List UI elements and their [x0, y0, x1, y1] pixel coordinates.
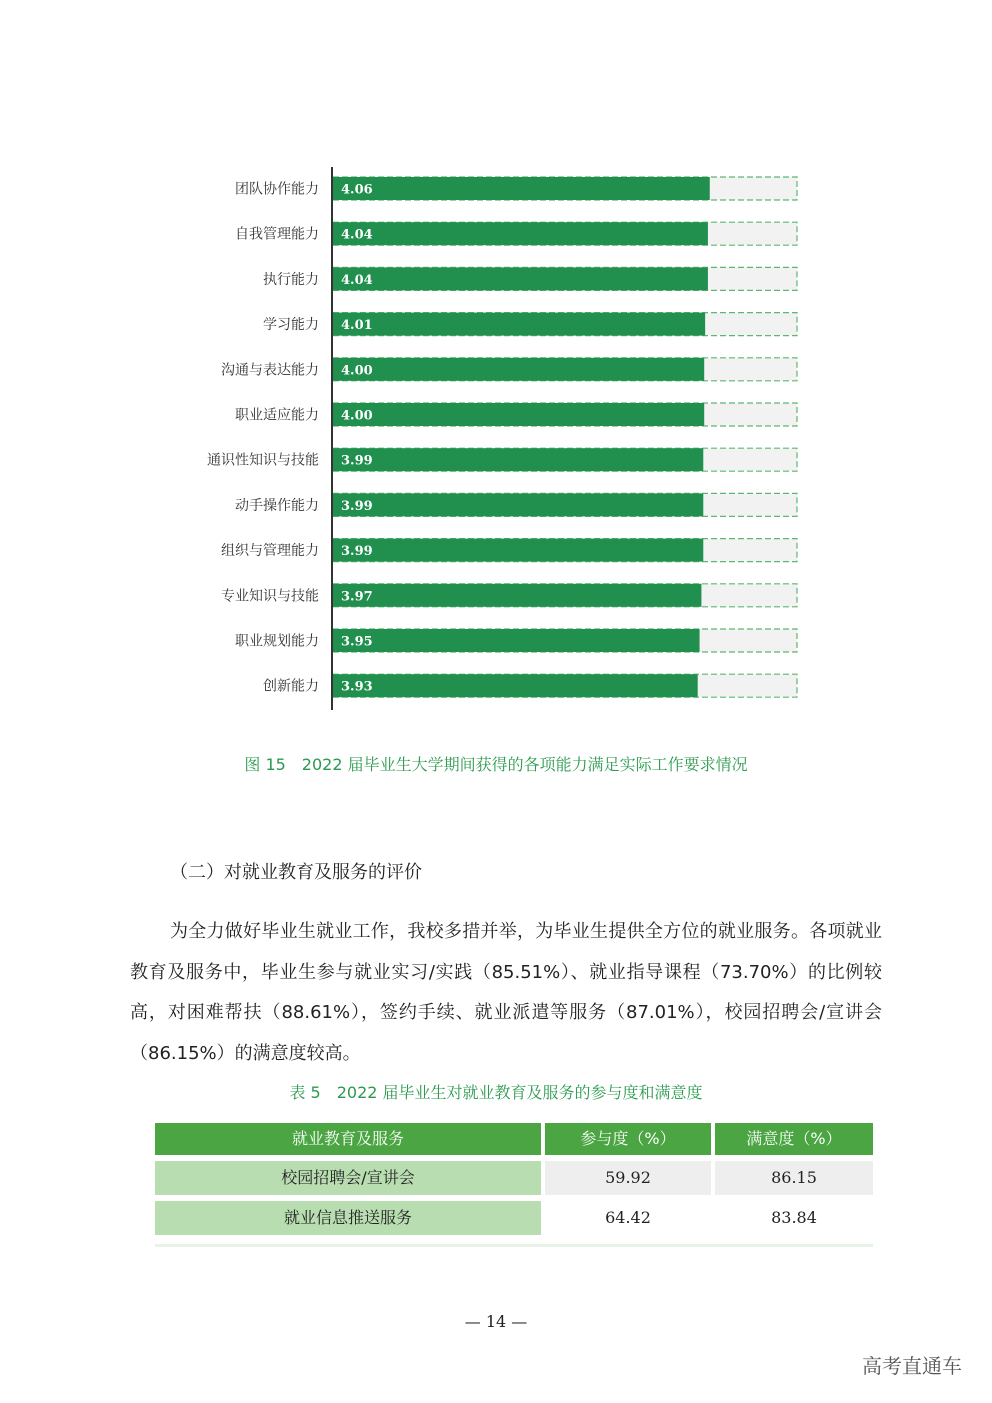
ability-bar-chart	[150, 165, 830, 715]
page-number: — 14 —	[464, 1312, 528, 1331]
bar-5	[333, 358, 704, 381]
table-bottom-rule	[155, 1244, 873, 1247]
bar-9	[333, 539, 703, 562]
bar-3	[333, 267, 708, 290]
bar-value-label-9: 3.99	[341, 544, 373, 560]
bar-value-label-5: 4.00	[341, 363, 373, 379]
category-label-10: 专业知识与技能	[221, 588, 319, 605]
table-row-2-satisfaction: 83.84	[771, 1208, 817, 1227]
category-label-4: 学习能力	[263, 317, 319, 334]
table-row-2-participation: 64.42	[605, 1208, 651, 1227]
bar-value-label-3: 4.04	[341, 272, 373, 288]
bar-2	[333, 222, 708, 245]
category-label-8: 动手操作能力	[235, 497, 319, 514]
section-heading: （二）对就业教育及服务的评价	[170, 862, 422, 883]
table-row-1-service: 校园招聘会/宣讲会	[155, 1161, 541, 1195]
category-label-1: 团队协作能力	[235, 181, 319, 198]
bar-4	[333, 313, 705, 336]
category-label-6: 职业适应能力	[235, 407, 319, 424]
figure-caption: 图 15 2022 届毕业生大学期间获得的各项能力满足实际工作要求情况	[244, 755, 748, 774]
table-header-service: 就业教育及服务	[155, 1123, 541, 1155]
table-header-satisfaction: 满意度（%）	[715, 1123, 873, 1155]
category-label-7: 通识性知识与技能	[207, 452, 319, 469]
bar-6	[333, 403, 704, 426]
bar-value-label-1: 4.06	[341, 182, 373, 198]
bar-value-label-7: 3.99	[341, 453, 373, 469]
bar-value-label-11: 3.95	[341, 634, 373, 650]
bar-value-label-12: 3.93	[341, 679, 373, 695]
category-label-3: 执行能力	[263, 271, 319, 288]
bar-value-label-4: 4.01	[341, 318, 373, 334]
bar-value-label-8: 3.99	[341, 498, 373, 514]
bar-1	[333, 177, 710, 200]
bar-11	[333, 629, 700, 652]
bar-10	[333, 584, 701, 607]
bar-8	[333, 493, 703, 516]
table-header-participation: 参与度（%）	[545, 1123, 711, 1155]
table-caption: 表 5 2022 届毕业生对就业教育及服务的参与度和满意度	[289, 1083, 703, 1102]
category-label-2: 自我管理能力	[235, 226, 319, 243]
category-label-9: 组织与管理能力	[221, 543, 319, 560]
bar-value-label-6: 4.00	[341, 408, 373, 424]
table-row-1-participation: 59.92	[545, 1161, 711, 1195]
category-label-11: 职业规划能力	[235, 633, 319, 650]
category-label-12: 创新能力	[263, 678, 319, 695]
watermark: 高考直通车	[862, 1354, 962, 1378]
bar-7	[333, 448, 703, 471]
bar-value-label-2: 4.04	[341, 227, 373, 243]
table-row-2-service: 就业信息推送服务	[155, 1201, 541, 1235]
body-paragraph: 为全力做好毕业生就业工作，我校多措并举，为毕业生提供全方位的就业服务。各项就业教育及服务中，毕业生参与就业实习/实践（85.51%）、就业指导课程（73.70%）的比例较高，对困难帮扶（88.61%），签约手续、就业派遣等服务（87.01%），校园招聘会/宣讲会（86.15%）的满意度较高。	[130, 921, 882, 1064]
bar-value-label-10: 3.97	[341, 589, 373, 605]
services-table	[155, 1123, 873, 1235]
table-row-1-satisfaction: 86.15	[715, 1161, 873, 1195]
bar-12	[333, 674, 698, 697]
category-label-5: 沟通与表达能力	[221, 362, 319, 379]
